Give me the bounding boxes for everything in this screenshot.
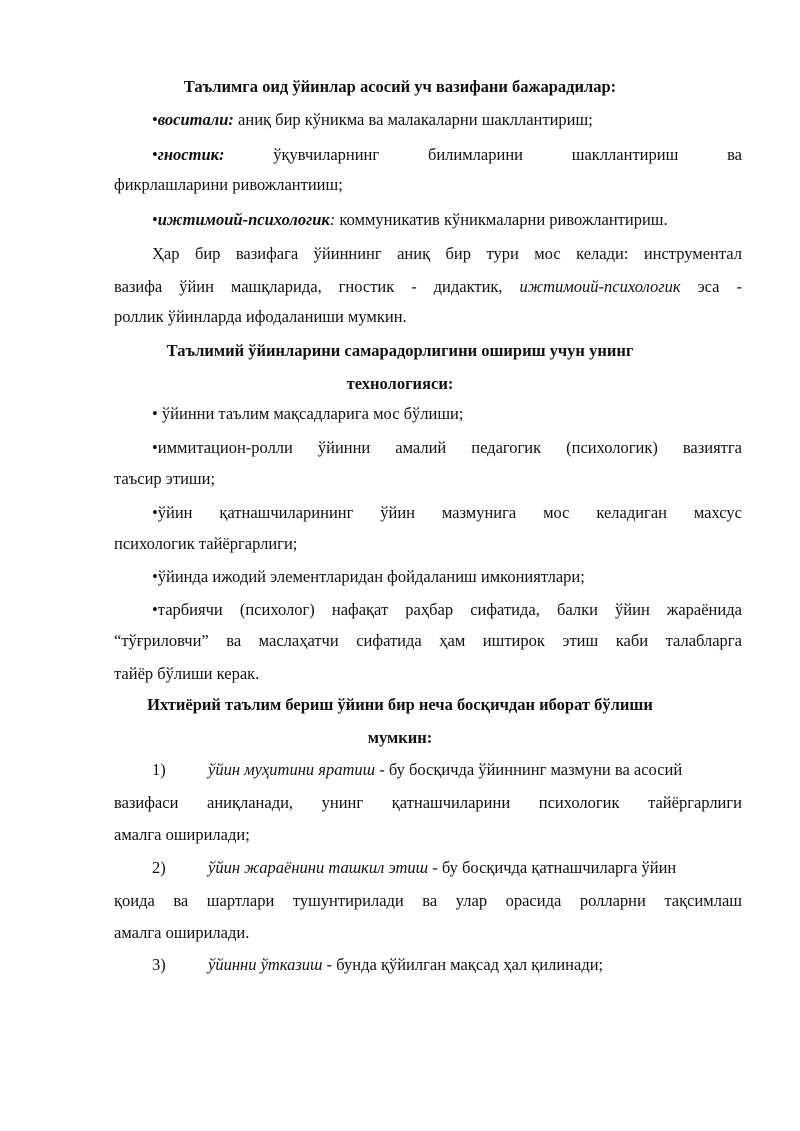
bullet: • [152,145,158,164]
list-item-cont: тайёр бўлиши керак. [114,664,260,683]
para-line: вазифа ўйин машқларида, гностик - дидактик, ижтимоий-психологик эса - [114,277,742,296]
list-item: •ўйин қатнашчиларининг ўйин мазмунига мос келадиган махсус [152,503,742,522]
step-1-line2: вазифаси аниқланади, унинг қатнашчиларини психологик тайёргарлиги [114,793,742,812]
para-line: Ҳар бир вазифага ўйиннинг аниқ бир тури мос келади: инструментал [152,244,742,263]
heading-stages: Ихтиёрий таълим бериш ўйини бир неча босқичдан иборат бўлиши [147,695,653,714]
bullet: • [152,110,158,129]
step-2-line3: амалга оширилади. [114,923,250,942]
word: билимларини [427,145,523,164]
step-1-line1: ўйин муҳитини яратиш - бу босқичда ўйиннинг мазмуни ва асосий [208,760,683,779]
step-number: 1) [152,760,166,779]
heading-main-functions: Таълимга оид ўйинлар асосий уч вазифани бажарадилар: [183,77,617,96]
word: шакллантириш [571,145,679,164]
step-number: 3) [152,955,166,974]
list-item: •тарбиячи (психолог) нафақат раҳбар сифатида, балки ўйин жараёнида [152,600,742,619]
list-item-cont: “тўғриловчи” ва маслаҳатчи сифатида ҳам иштирок этиш каби талабларга [114,631,742,650]
step-number: 2) [152,858,166,877]
list-item-vositali [152,110,593,130]
word: ва [727,145,742,164]
italic-term: ижтимоий-психологик [519,277,681,296]
list-item: •иммитацион-ролли ўйинни амалий педагогик (психологик) вазиятга [152,438,742,457]
para-line: роллик ўйинларда ифодаланиши мумкин. [114,307,407,326]
list-item-cont: психологик тайёргарлиги; [114,534,298,553]
term-gnostik: гностик: [157,145,225,164]
step-title: ўйин муҳитини яратиш [208,760,376,779]
list-item-gnostik-line2: фикрлашларини ривожлантииш; [114,175,343,194]
term-ijtimoiy: ижтимоий-психологик [157,210,330,229]
heading-technology: Таълимий ўйинларини самарадорлигини ошириш учун унинг [166,341,634,360]
term-vositali: воситали: [157,110,234,129]
step-2-line2: қоида ва шартлари тушунтирилади ва улар орасида ролларни тақсимлаш [114,891,742,910]
step-title: ўйин жараёнини ташкил этиш [208,858,429,877]
bullet: • [152,404,158,423]
step-3-line1: ўйинни ўтказиш - бунда қўйилган мақсад ҳал қилинади; [208,955,604,974]
step-2-line1: ўйин жараёнини ташкил этиш - бу босқичда қатнашчиларга ўйин [208,858,677,877]
bullet: • [152,210,158,229]
step-1-line3: амалга оширилади; [114,825,250,844]
heading-stages-line2: мумкин: [367,728,433,747]
list-item-cont: таъсир этиши; [114,469,216,488]
list-item: •ўйинда ижодий элементларидан фойдаланиш имкониятлари; [152,567,585,586]
item-text: аниқ бир кўникма ва малакаларни шакллантириш; [233,110,593,129]
word: ўқувчиларнинг [273,145,380,164]
list-item-gnostik-line1 [152,145,742,165]
list-item: • ўйинни таълим мақсадларига мос бўлиши; [152,404,464,423]
item-text: коммуникатив кўникмаларни ривожлантириш. [335,210,668,229]
list-item-ijtimoiy: •ижтимоий-психологик: коммуникатив кўникмаларни ривожлантириш. [152,210,668,229]
heading-technology-line2: технологияси: [346,374,454,393]
step-title: ўйинни ўтказиш [208,955,323,974]
